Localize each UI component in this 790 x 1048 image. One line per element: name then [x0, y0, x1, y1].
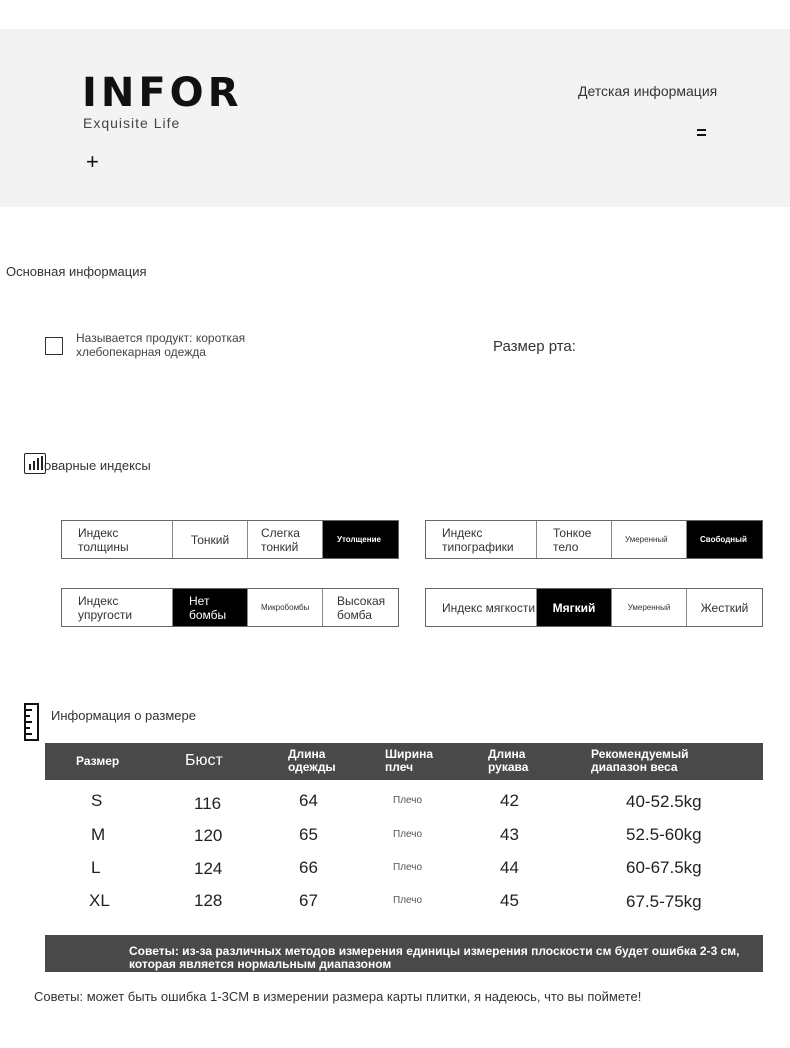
table-row — [0, 790, 790, 814]
cell-weight: 52.5-60kg — [626, 825, 702, 844]
softness-option: Жесткий — [700, 600, 749, 615]
thickness-option: Слегка тонкий — [248, 521, 323, 558]
elasticity-index-label: Индекс упругости — [62, 589, 173, 626]
cell-sleeve: 43 — [500, 825, 519, 844]
thickness-option: Тонкий — [173, 521, 248, 558]
elasticity-index-table — [61, 588, 399, 627]
cell-size: L — [91, 858, 101, 877]
bar-chart-icon — [24, 453, 46, 474]
cell-length: 65 — [299, 825, 318, 844]
child-info-label: Детская информация — [578, 83, 718, 99]
thickness-option-selected: Утолщение — [323, 521, 398, 558]
header-size: Размер — [76, 754, 120, 768]
cell-bust: 128 — [194, 891, 223, 910]
product-indexes-title: оварные индексы — [44, 458, 151, 473]
cell-sleeve: 42 — [500, 791, 519, 810]
softness-option: Умеренный — [612, 589, 687, 626]
cell-shoulder: Плечо — [393, 895, 423, 906]
cell-shoulder: Плечо — [393, 862, 423, 873]
product-name-text: Называется продукт: короткая хлебопекарная одежда — [76, 331, 246, 359]
cell-bust: 124 — [194, 859, 223, 878]
softness-index-table — [425, 588, 763, 627]
cell-size: S — [91, 791, 103, 810]
equals-icon — [697, 129, 706, 136]
measurement-note-dark: Советы: из-за различных методов измерения единицы измерения плоскости см будет ошибка 2-3 см, которая является нормальным диапазоном — [45, 935, 763, 972]
header-length: Длина одежды — [288, 747, 336, 774]
thickness-index-table — [61, 520, 399, 559]
header-bust: Бюст — [185, 752, 223, 769]
brand-tagline: Exquisite Life — [83, 115, 181, 131]
cell-length: 66 — [299, 858, 318, 877]
header-banner — [0, 29, 790, 207]
softness-index-label: Индекс мягкости — [426, 589, 537, 626]
header-sleeve: Длина рукава — [488, 747, 529, 774]
elasticity-option: Микробомбы — [248, 589, 323, 626]
cell-sleeve: 45 — [500, 891, 519, 910]
cell-bust: 120 — [194, 826, 223, 845]
typography-index-table — [425, 520, 763, 559]
size-table-header — [45, 743, 763, 780]
cell-size: XL — [89, 891, 110, 910]
cell-length: 67 — [299, 891, 318, 910]
ruler-icon — [24, 703, 39, 741]
typography-option-selected: Свободный — [687, 521, 762, 558]
cell-weight: 60-67.5kg — [626, 858, 702, 877]
table-row — [0, 890, 790, 914]
plus-icon: + — [86, 149, 99, 174]
typography-option: Умеренный — [612, 521, 687, 558]
brand-logo: INFOR — [82, 70, 243, 116]
cell-weight: 40-52.5kg — [626, 792, 702, 811]
cell-length: 64 — [299, 791, 318, 810]
table-row — [0, 857, 790, 881]
cell-weight: 67.5-75kg — [626, 892, 702, 911]
header-shoulder: Ширина плеч — [385, 747, 434, 774]
typography-index-label: Индекс типографики — [426, 521, 537, 558]
checkbox-icon — [45, 337, 63, 355]
basic-info-title: Основная информация — [6, 264, 147, 279]
cell-bust: 116 — [194, 794, 222, 813]
thickness-index-label: Индекс толщины — [62, 521, 173, 558]
cell-sleeve: 44 — [500, 858, 519, 877]
measurement-note-light: Советы: может быть ошибка 1-3CM в измерении размера карты плитки, я надеюсь, что вы поймете! — [34, 989, 642, 1004]
cell-shoulder: Плечо — [393, 829, 423, 840]
typography-option: Тонкое тело — [537, 521, 612, 558]
cell-shoulder: Плечо — [393, 795, 423, 806]
table-row — [0, 824, 790, 848]
softness-option-selected: Мягкий — [537, 589, 612, 626]
size-info-title: Информация о размере — [51, 708, 196, 723]
elasticity-option-selected: Нет бомбы — [173, 589, 248, 626]
mouth-size-label: Размер рта: — [493, 338, 576, 355]
header-weight: Рекомендуемый диапазон веса — [591, 747, 689, 774]
cell-size: M — [91, 825, 106, 844]
elasticity-option: Высокая бомба — [337, 593, 386, 622]
